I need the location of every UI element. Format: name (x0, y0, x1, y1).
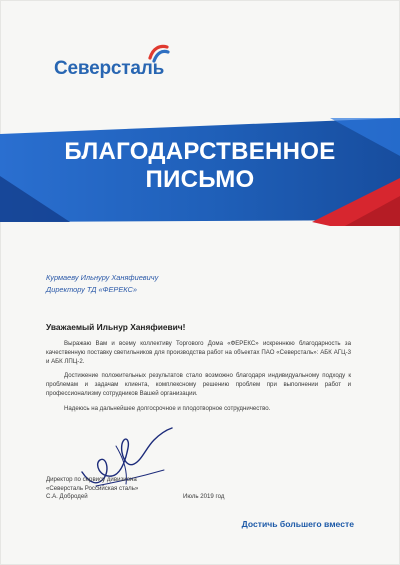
recipient-block (46, 272, 158, 296)
logo-text: Северсталь (54, 58, 165, 79)
recipient-name: Курмаеву Ильнуру Ханяфиевичу (46, 273, 159, 282)
greeting: Уважаемый Ильнур Ханяфиевич! (46, 322, 186, 332)
signatory-company: «Северсталь Российская сталь» (46, 484, 139, 492)
letter-date: Июль 2019 год (183, 493, 225, 500)
banner-title-line2: ПИСЬМО (145, 166, 255, 193)
logo-mark-icon (147, 44, 171, 64)
signatory-name: С.А. Добродей (46, 493, 88, 501)
recipient-position: Директору ТД «ФЕРЕКС» (46, 285, 138, 294)
letter-body (46, 340, 351, 420)
signatory-position: Директор по сервису дивизиона (46, 476, 137, 483)
body-paragraph-3: Надеюсь на дальнейшее долгосрочное и плодотворное сотрудничество. (64, 404, 271, 412)
company-slogan: Достичь большего вместе (241, 519, 354, 529)
banner-title-line1: БЛАГОДАРСТВЕННОЕ (64, 138, 336, 165)
body-paragraph-2: Достижение положительных результатов стало возможно благодаря индивидуальному подходу к проблемам и задачам клиента, комплексному решению проблем при выполнении работ и профессионализму сотрудников Вашей организации. (46, 372, 351, 397)
signatory-block (46, 476, 138, 502)
body-paragraph-1: Выражаю Вам и всему коллективу Торгового Дома «ФЕРЕКС» искреннюю благодарность за качественную поставку светильников для производства работ на объектах ПАО «Северсталь»: АБК АГЦ-3 и АБК ЛПЦ-2. (46, 340, 351, 365)
